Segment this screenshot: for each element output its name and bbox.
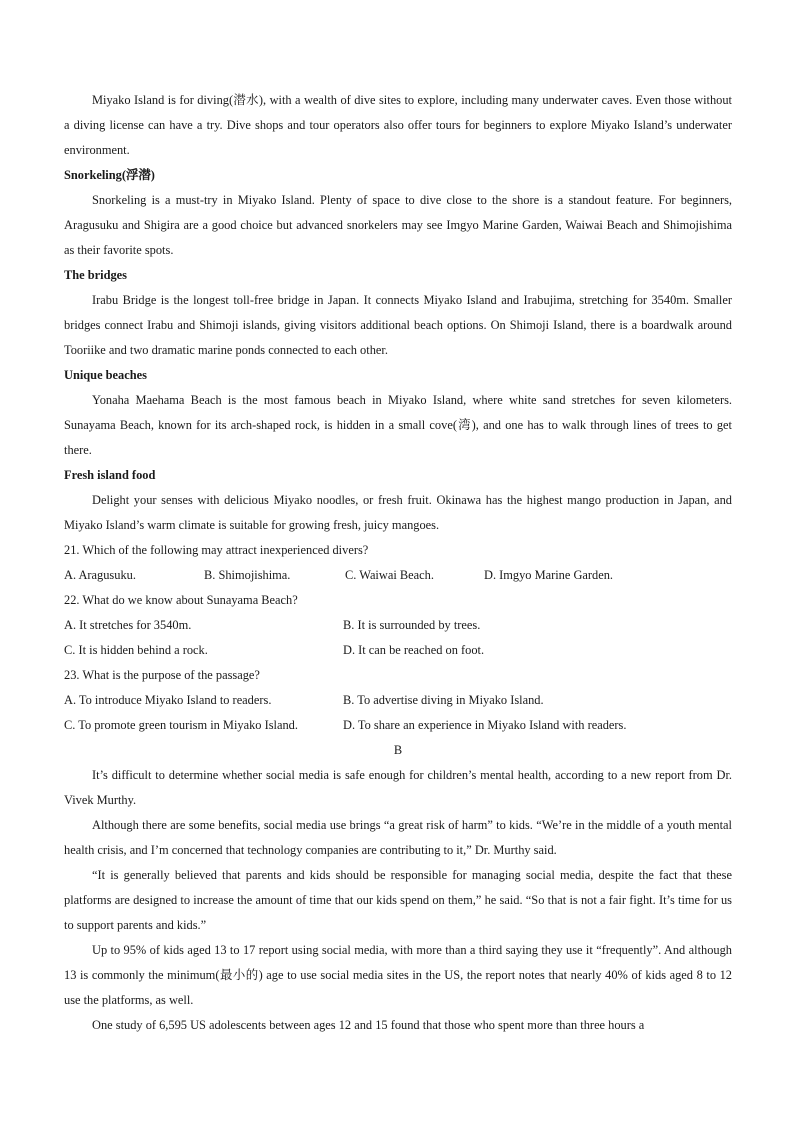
passage-b-paragraph: Up to 95% of kids aged 13 to 17 report using social media, with more than a third saying they use it “frequently”. And although 13 is commonly the minimum(最小的) age to use social media sites in the US, the report notes that nearly 40% of kids aged 8 to 12 use the platforms, as well.	[64, 943, 732, 1007]
section-heading-food: Fresh island food	[64, 468, 156, 482]
question-22-options-row-1	[64, 613, 732, 638]
section-text-beaches: Yonaha Maehama Beach is the most famous beach in Miyako Island, where white sand stretches for seven kilometers. Sunayama Beach, known for its arch-shaped rock, is hidden in a small cove(湾), and one has to walk through lines of trees to get there.	[64, 393, 732, 457]
question-23-options-row-1	[64, 688, 732, 713]
question-22-option-a: A. It stretches for 3540m.	[64, 618, 192, 632]
passage-b-paragraph: One study of 6,595 US adolescents between ages 12 and 15 found that those who spent more than three hours a	[92, 1018, 645, 1032]
passage-b-label: B	[393, 743, 403, 757]
section-text-food: Delight your senses with delicious Miyako noodles, or fresh fruit. Okinawa has the highest mango production in Japan, and Miyako Island’s warm climate is suitable for growing fresh, juicy mangoes.	[64, 493, 732, 532]
question-22-option-d: D. It can be reached on foot.	[343, 643, 485, 657]
question-22-option-b: B. It is surrounded by trees.	[343, 618, 481, 632]
question-21-option-d: D. Imgyo Marine Garden.	[484, 568, 614, 582]
question-23-option-b: B. To advertise diving in Miyako Island.	[343, 693, 544, 707]
question-21-stem: 21. Which of the following may attract inexperienced divers?	[64, 543, 369, 557]
passage-b-paragraph: It’s difficult to determine whether social media is safe enough for children’s mental health, according to a new report from Dr. Vivek Murthy.	[64, 768, 732, 807]
question-23-stem: 23. What is the purpose of the passage?	[64, 668, 260, 682]
question-23-option-a: A. To introduce Miyako Island to readers.	[64, 693, 272, 707]
section-text-bridges: Irabu Bridge is the longest toll-free bridge in Japan. It connects Miyako Island and Irabujima, stretching for 3540m. Smaller bridges connect Irabu and Shimoji islands, giving visitors additional beach options. On Shimoji Island, there is a boardwalk around Tooriike and two dramatic marine ponds connected to each other.	[64, 293, 732, 357]
question-21-option-b: B. Shimojishima.	[204, 568, 291, 582]
question-23-options-row-2	[64, 713, 732, 738]
question-21-options	[64, 563, 732, 588]
passage-b-paragraph: Although there are some benefits, social media use brings “a great risk of harm” to kids. “We’re in the middle of a youth mental health crisis, and I’m concerned that technology companies are contributing to it,” Dr. Murthy said.	[64, 818, 732, 857]
section-heading-bridges: The bridges	[64, 268, 127, 282]
exam-page	[64, 88, 732, 1038]
question-22-option-c: C. It is hidden behind a rock.	[64, 643, 208, 657]
section-heading-snorkeling: Snorkeling(浮潜)	[64, 168, 155, 182]
question-21-option-a: A. Aragusuku.	[64, 568, 136, 582]
passage-a-intro: Miyako Island is for diving(潜水), with a wealth of dive sites to explore, including many underwater caves. Even those without a diving license can have a try. Dive shops and tour operators also offer tours for beginners to explore Miyako Island’s underwater environment.	[64, 93, 732, 157]
passage-b-paragraph: “It is generally believed that parents and kids should be responsible for managing social media, despite the fact that these platforms are designed to increase the amount of time that our kids spend on them,” he said. “So that is not a fair fight. It’s time for us to support parents and kids.”	[64, 868, 732, 932]
question-22-options-row-2	[64, 638, 732, 663]
section-text-snorkeling: Snorkeling is a must-try in Miyako Island. Plenty of space to dive close to the shore is a standout feature. For beginners, Aragusuku and Shigira are a good choice but advanced snorkelers may see Imgyo Marine Garden, Waiwai Beach and Shimojishima as their favorite spots.	[64, 193, 732, 257]
question-23-option-d: D. To share an experience in Miyako Island with readers.	[343, 718, 627, 732]
question-22-stem: 22. What do we know about Sunayama Beach?	[64, 593, 298, 607]
section-heading-beaches: Unique beaches	[64, 368, 147, 382]
question-21-option-c: C. Waiwai Beach.	[345, 568, 434, 582]
question-23-option-c: C. To promote green tourism in Miyako Island.	[64, 718, 298, 732]
